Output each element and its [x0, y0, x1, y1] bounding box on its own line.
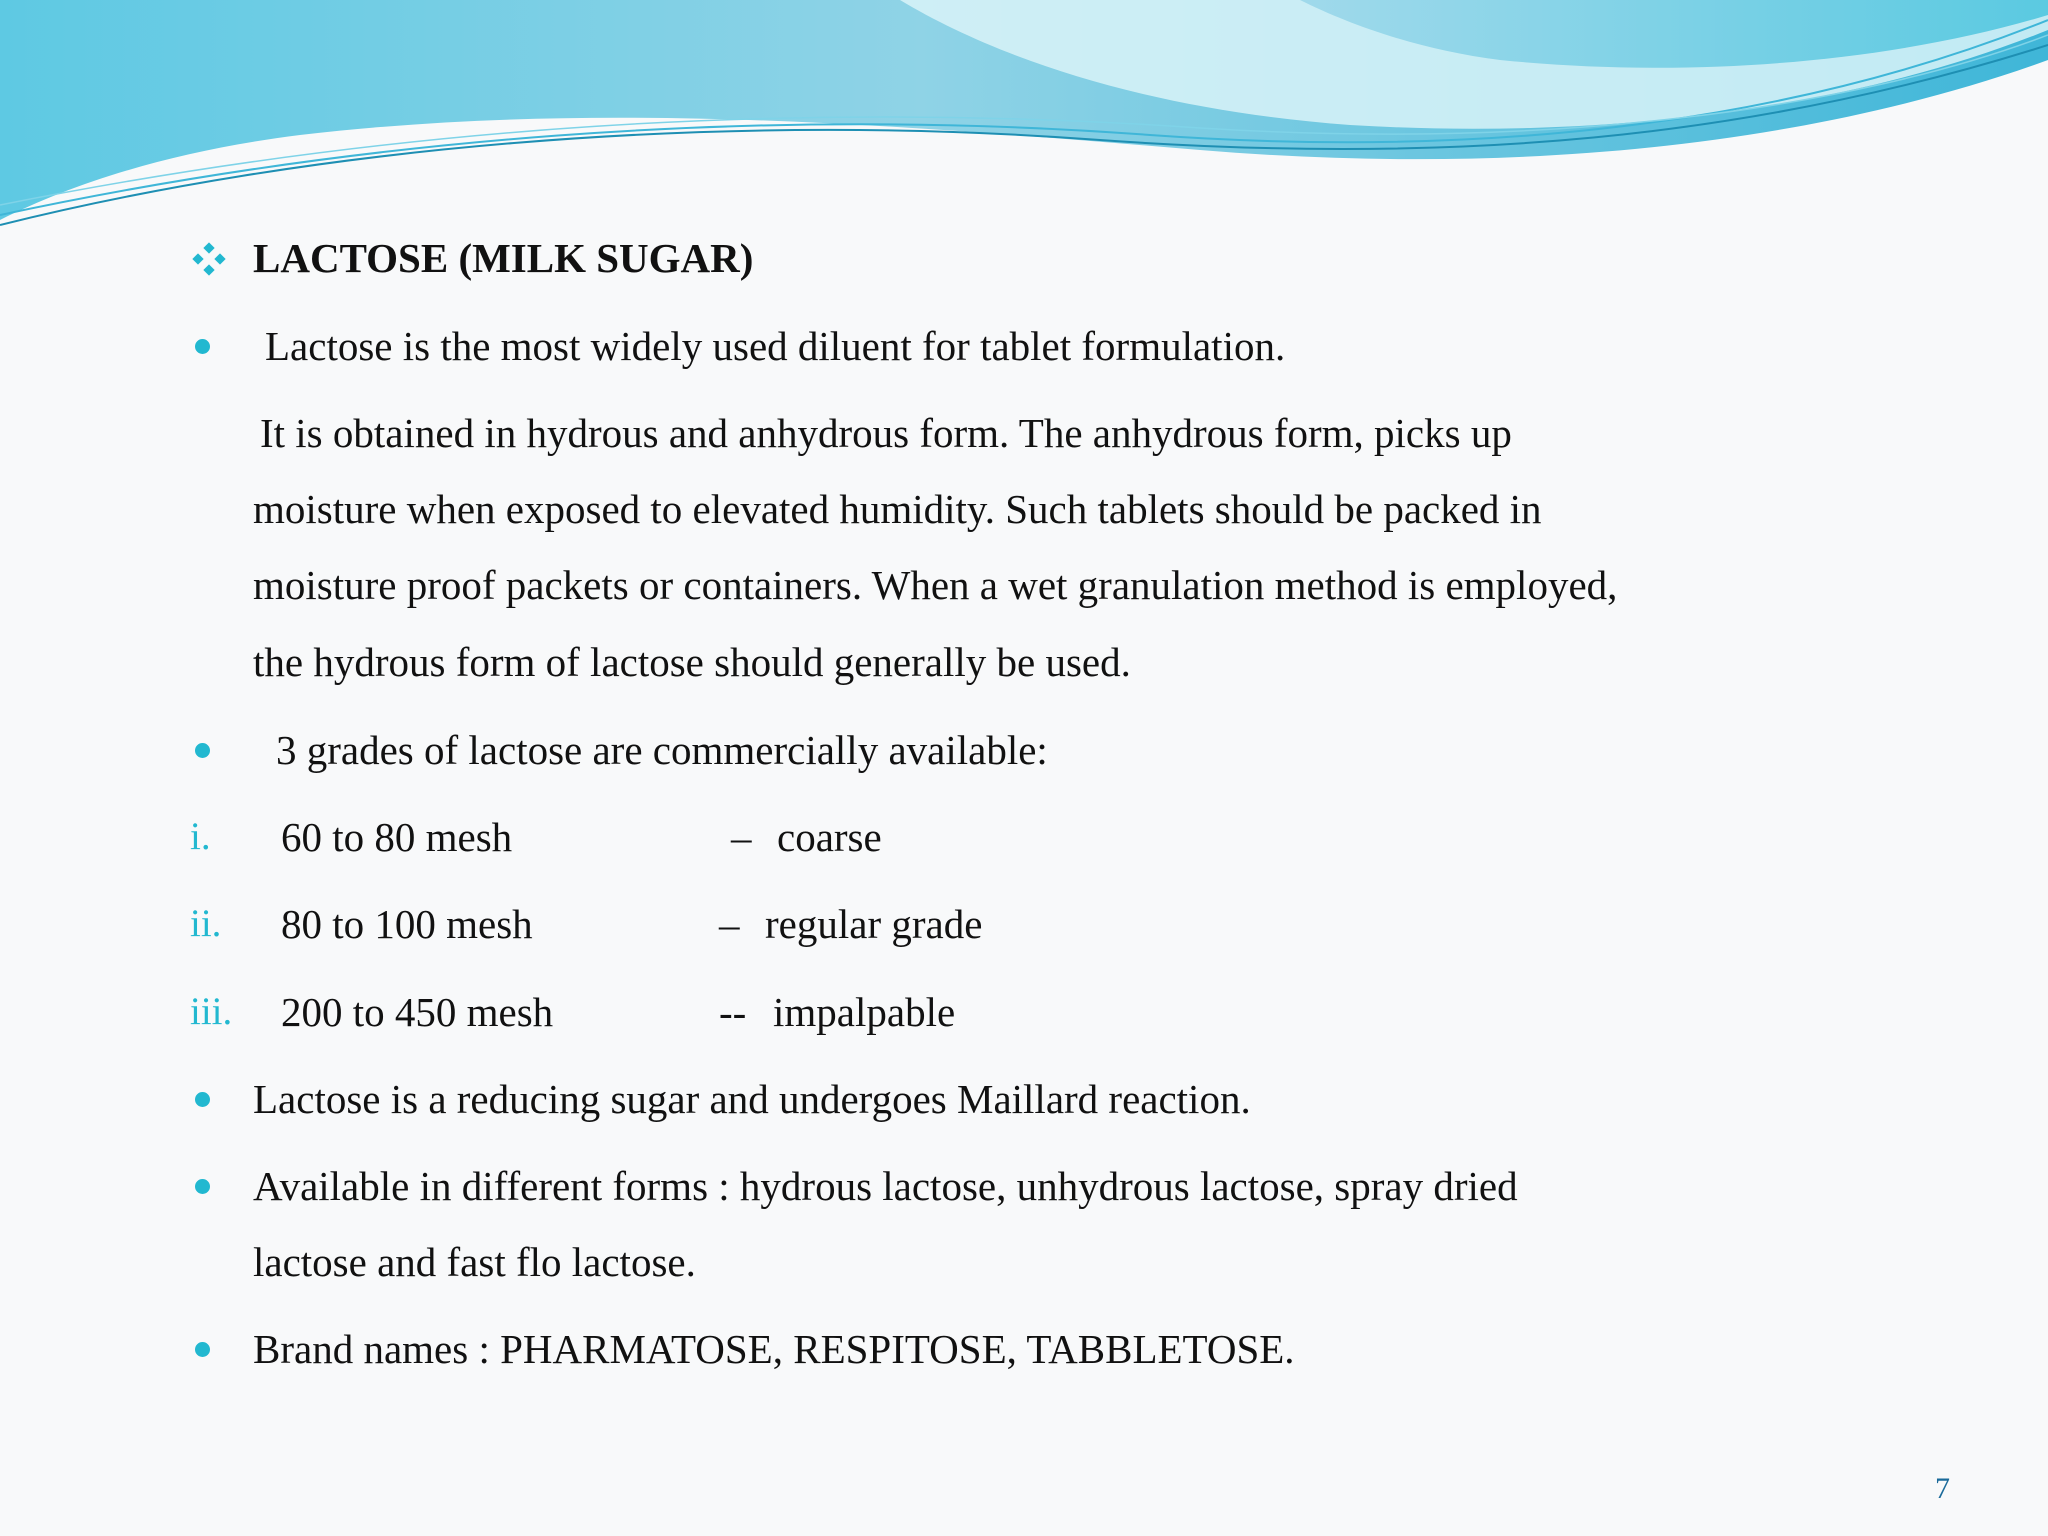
- paragraph-line-4: the hydrous form of lactose should generally be used.: [253, 639, 1131, 685]
- slide-title: LACTOSE (MILK SUGAR): [253, 235, 754, 281]
- diamond-bullet-icon: [192, 242, 226, 276]
- grade-separator: –: [731, 814, 752, 860]
- bullet-icon: [195, 1092, 210, 1107]
- grade-range: 60 to 80 mesh: [281, 814, 513, 860]
- bullet-2-text: 3 grades of lactose are commercially available:: [276, 727, 1048, 773]
- bullet-1-text: Lactose is the most widely used diluent for tablet formulation.: [265, 323, 1286, 369]
- grade-numeral: i.: [190, 815, 211, 858]
- bullet-icon: [195, 1342, 210, 1357]
- bullet-icon: [195, 339, 210, 354]
- page-number: 7: [1935, 1472, 1950, 1505]
- grade-range: 200 to 450 mesh: [281, 989, 554, 1035]
- grade-separator: –: [719, 901, 740, 947]
- bullet-icon: [195, 743, 210, 758]
- paragraph-line-1: It is obtained in hydrous and anhydrous form. The anhydrous form, picks up: [260, 410, 1512, 456]
- grade-separator: --: [719, 989, 747, 1035]
- bullet-5-text: Brand names : PHARMATOSE, RESPITOSE, TABBLETOSE.: [253, 1326, 1295, 1372]
- bullet-icon: [195, 1179, 210, 1194]
- paragraph-line-2: moisture when exposed to elevated humidity. Such tablets should be packed in: [253, 486, 1542, 532]
- grade-numeral: ii.: [190, 902, 222, 945]
- bullet-4-line-2: lactose and fast flo lactose.: [253, 1239, 696, 1285]
- paragraph-line-3: moisture proof packets or containers. When a wet granulation method is employed,: [253, 562, 1618, 608]
- grade-range: 80 to 100 mesh: [281, 901, 533, 947]
- grade-description: coarse: [777, 814, 882, 860]
- grade-description: regular grade: [765, 901, 983, 947]
- grade-description: impalpable: [773, 989, 956, 1035]
- grade-numeral: iii.: [190, 990, 233, 1033]
- bullet-3-text: Lactose is a reducing sugar and undergoes Maillard reaction.: [253, 1076, 1251, 1122]
- bullet-4-line-1: Available in different forms : hydrous lactose, unhydrous lactose, spray dried: [253, 1163, 1518, 1209]
